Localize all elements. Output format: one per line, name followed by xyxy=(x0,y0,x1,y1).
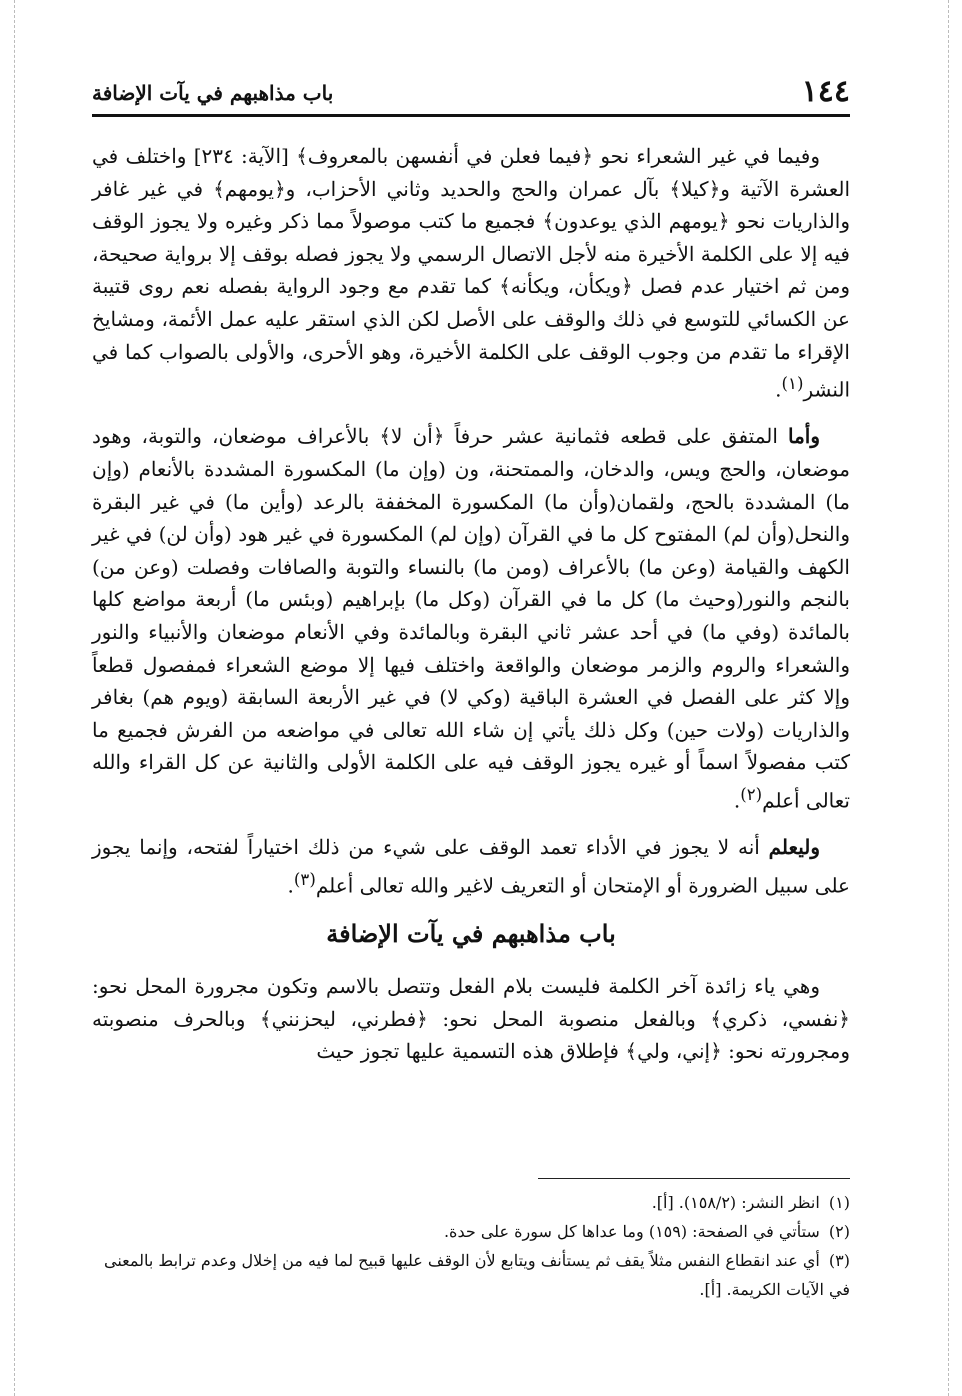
page-body xyxy=(92,140,850,1082)
paragraph-lead-word: وأما xyxy=(787,424,820,449)
paragraph-text: وفيما في غير الشعراء نحو ﴿فيما فعلن في أنفسهن بالمعروف﴾ [الآية: ٢٣٤] واختلف في العشرة الآتية و﴿كيلا﴾ بآل عمران والحج والحديد وثاني الأحزاب، و﴿يومهم﴾ في غير غافر والذاريات نحو ﴿يومهم الذي يوعدون﴾ فجميع ما كتب موصولاً مما ذكر وغيره ولا يجوز الوقف فيه إلا على الكلمة الأخيرة منه لأجل الاتصال الرسمي ولا يجوز فصله بوقف إلا برواية صحيحة، ومن ثم اختيار عدم فصل ﴿ويكأن، ويكأنه﴾ كما تقدم مع وجود الرواية بفصله نعم روى قتيبة عن الكسائي للتوسع في ذلك والوقف على الأصل لكن الذي استقر عليه عمل الأئمة، ومشايخ الإقراء ما تقدم من وجوب الوقف على الكلمة الأخيرة، وهو الأحرى، والأولى بالصواب كما في النشر xyxy=(92,144,850,402)
paragraph-2: وأما المتفق على قطعه فثمانية عشر حرفاً ﴿أن لا﴾ بالأعراف موضعان، والتوبة، وهود موضعان، والحج ويس، والدخان، والممتحنة، ون (وإن ما) المكسورة المشددة بالأنعام (وإن ما) المشددة بالحج، ولقمان(وأن ما) المكسورة المخففة بالرعد (وأين ما) في غير البقرة والنحل(وأن لم) المفتوح كل ما في القرآن (وإن لم) المكسورة في غير هود (وأن لن) في غير الكهف والقيامة (وعن ما) بالأعراف (ومن ما) بالنساء والتوبة والصافات وفصلت (وعن من) بالنجم والنور(وحيث ما) كل ما في القرآن (وكل ما) بإبراهيم (وبئس ما) أربعة مواضع كلها بالمائدة (وفي ما) في أحد عشر ثاني البقرة وبالمائدة وفي الأنعام موضعان والأنبياء والنور والشعراء والروم والزمر موضعان والواقعة واختلف فيها إلا موضع الشعراء فمفصول قطعاً وإلا كثر على الفصل في العشرة الباقية (وكي لا) في غير الأربعة السابقة (ويوم هم) بغافر والذاريات (ولات حين) وكل ذلك يأتي إن شاء الله تعالى في مواضعه من الفرش فجميع ما كتب مفصولاً اسماً أو غيره يجوز الوقف فيه على الكلمة الأولى والثانية عن كل القراء والله تعالى أعلم$^{(٢)}$. xyxy=(92,424,850,813)
footnote-1 xyxy=(92,1188,850,1217)
footnote-mark: (٣) xyxy=(828,1251,850,1270)
footnote-2 xyxy=(92,1217,850,1246)
footnote-ref: (١) xyxy=(781,374,804,394)
paragraph-lead-word: وليعلم xyxy=(768,835,820,860)
running-title: باب مذاهبهم في يآت الإضافة xyxy=(92,81,334,105)
footnote-text: ستأتي في الصفحة: (١٥٩) وما عداها كل سورة على حدة. xyxy=(443,1222,820,1241)
footnote-ref: (٣) xyxy=(293,869,316,889)
paragraph-text: أنه لا يجوز في الأداء تعمد الوقف على شيء من ذلك اختياراً لفتحه، وإنما يجوز على سبيل الضرورة أو الإمتحان أو التعريف لاغير والله تعالى أعلم xyxy=(92,835,850,898)
footnotes xyxy=(92,1188,850,1304)
footnote-ref: (٢) xyxy=(740,784,763,804)
scan-margin-line-right xyxy=(948,0,949,1396)
paragraph-3: وليعلم أنه لا يجوز في الأداء تعمد الوقف على شيء من ذلك اختياراً لفتحه، وإنما يجوز على سبيل الضرورة أو الإمتحان أو التعريف لاغير والله تعالى أعلم$^{(٣)}$. xyxy=(92,835,850,898)
footnote-3 xyxy=(92,1246,850,1304)
paragraph-1: وفيما في غير الشعراء نحو ﴿فيما فعلن في أنفسهن بالمعروف﴾ [الآية: ٢٣٤] واختلف في العشرة الآتية و﴿كيلا﴾ بآل عمران والحج والحديد وثاني الأحزاب، و﴿يومهم﴾ في غير غافر والذاريات نحو ﴿يومهم الذي يوعدون﴾ فجميع ما كتب موصولاً مما ذكر وغيره ولا يجوز الوقف فيه إلا على الكلمة الأخيرة منه لأجل الاتصال الرسمي ولا يجوز فصله بوقف إلا برواية صحيحة، ومن ثم اختيار عدم فصل ﴿ويكأن، ويكأنه﴾ كما تقدم مع وجود الرواية بفصله نعم روى قتيبة عن الكسائي للتوسع في ذلك والوقف على الأصل لكن الذي استقر عليه عمل الأئمة، ومشايخ الإقراء ما تقدم من وجوب الوقف على الكلمة الأخيرة، وهو الأحرى، والأولى بالصواب كما في النشر$^{(١)}$. xyxy=(92,144,850,402)
page-number: ١٤٤ xyxy=(801,74,850,109)
footnote-mark: (٢) xyxy=(828,1222,850,1241)
paragraph-text: المتفق على قطعه فثمانية عشر حرفاً ﴿أن لا﴾ بالأعراف موضعان، والتوبة، وهود موضعان، والحج ويس، والدخان، والممتحنة، ون (وإن ما) المكسورة المشددة بالأنعام (وإن ما) المشددة بالحج، ولقمان(وأن ما) المكسورة المخففة بالرعد (وأين ما) في غير البقرة والنحل(وأن لم) المفتوح كل ما في القرآن (وإن لم) المكسورة في غير هود (وأن لن) في غير الكهف والقيامة (وعن ما) بالأعراف (ومن ما) بالنساء والتوبة والصافات وفصلت (وعن من) بالنجم والنور(وحيث ما) كل ما في القرآن (وكل ما) بإبراهيم (وبئس ما) أربعة مواضع كلها بالمائدة (وفي ما) في أحد عشر ثاني البقرة وبالمائدة وفي الأنعام موضعان والأنبياء والنور والشعراء والروم والزمر موضعان والواقعة واختلف فيها إلا موضع الشعراء فمفصول قطعاً وإلا كثر على الفصل في العشرة الباقية (وكي لا) في غير الأربعة السابقة (ويوم هم) بغافر والذاريات (ولات حين) وكل ذلك يأتي إن شاء الله تعالى في مواضعه من الفرش فجميع ما كتب مفصولاً اسماً أو غيره يجوز الوقف فيه على الكلمة الأولى والثانية عن كل القراء والله تعالى أعلم xyxy=(92,424,850,813)
section-title: باب مذاهبهم في يآت الإضافة xyxy=(326,919,616,949)
footnote-text: أي عند انقطاع النفس مثلاً يقف ثم يستأنف ويتابع لأن الوقف عليها قبيح لما فيه من إخلال وعدم ترابط بالمعنى في الآيات الكريمة. [أ]. xyxy=(103,1251,850,1299)
scan-margin-line-left xyxy=(14,0,15,1396)
page-header xyxy=(92,70,850,117)
footnote-mark: (١) xyxy=(828,1193,850,1212)
footnote-divider xyxy=(538,1178,850,1179)
section-paragraph: وهي ياء زائدة آخر الكلمة فليست بلام الفعل وتتصل بالاسم وتكون مجرورة المحل نحو: ﴿نفسي، ذكري﴾ وبالفعل منصوبة المحل نحو: ﴿فطرني، ليحزنني﴾ وبالحرف منصوبته ومجرورته نحو: ﴿إني، ولي﴾ فإطلاق هذه التسمية عليها تجوز حيث xyxy=(92,974,850,1064)
footnote-text: انظر النشر: (١٥٨/٢). [أ]. xyxy=(651,1193,820,1212)
